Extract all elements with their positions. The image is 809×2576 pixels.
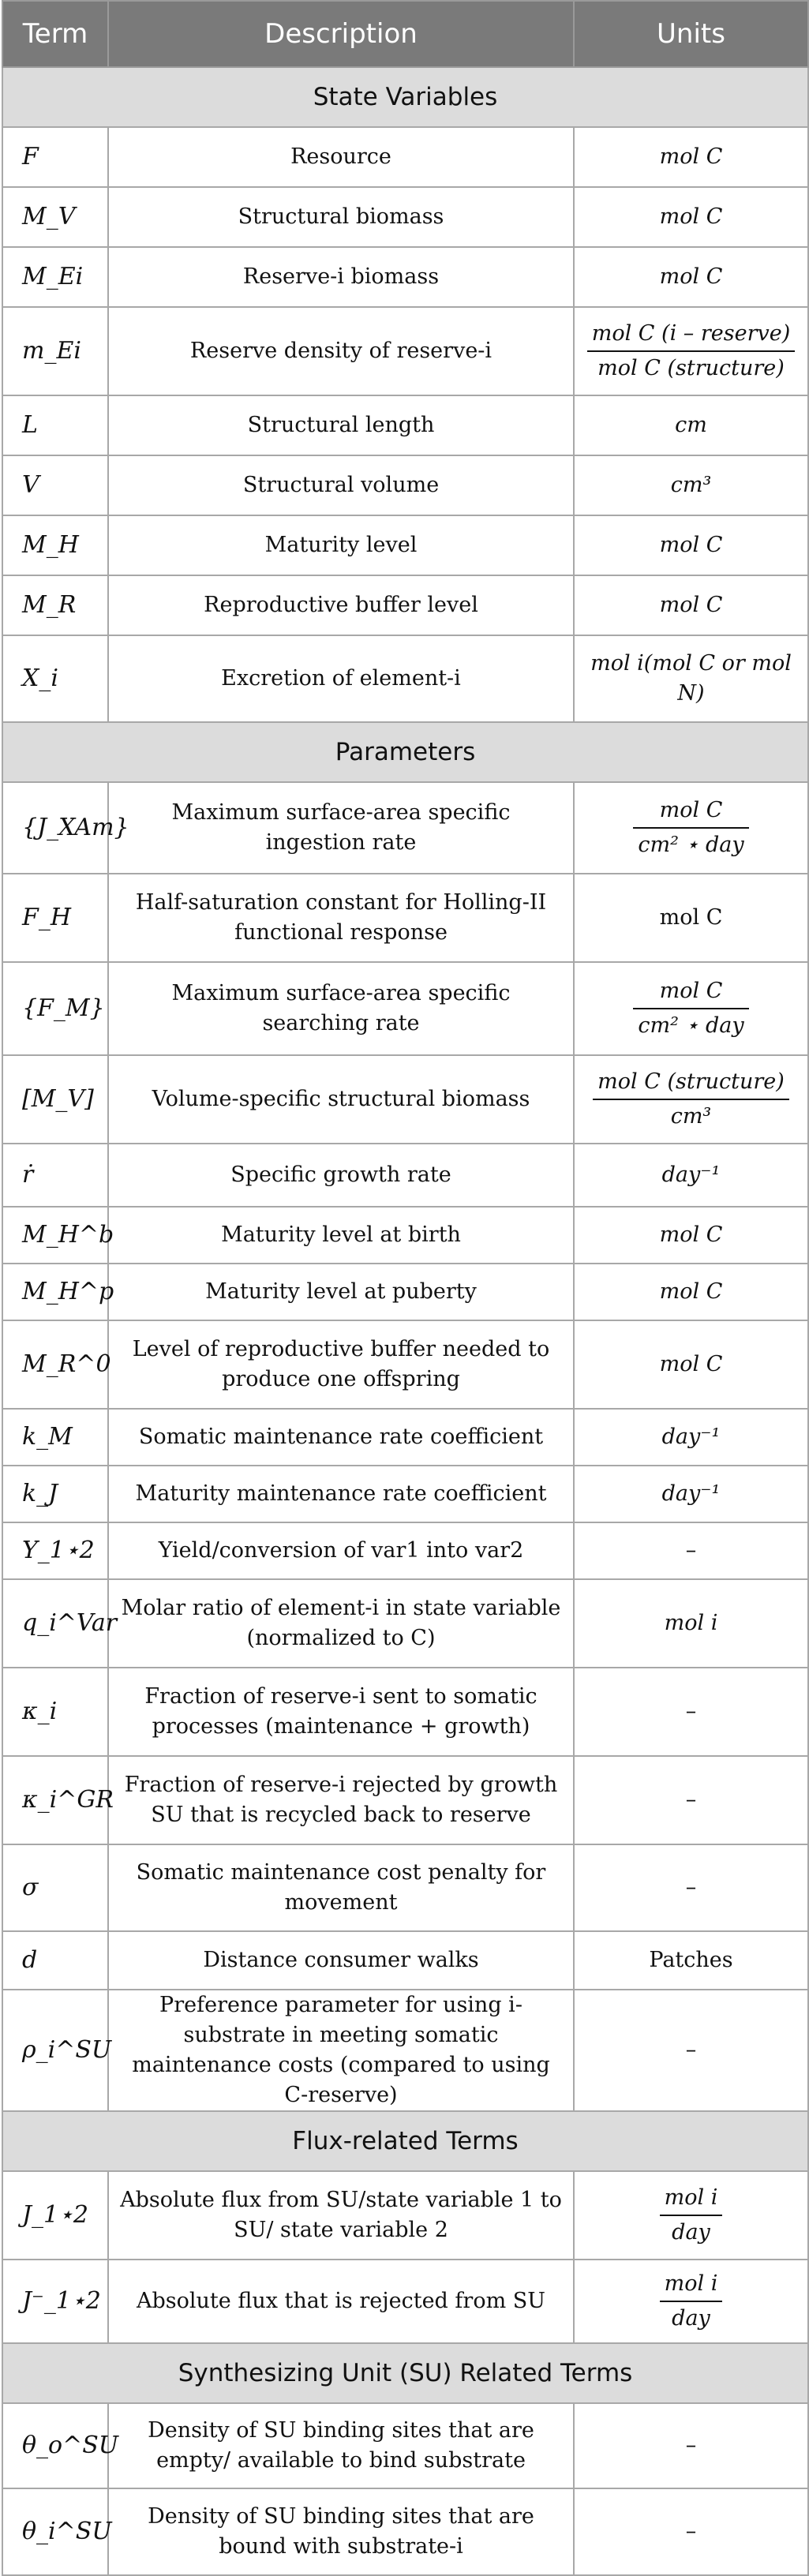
table-row [2, 1756, 808, 1844]
units-cell [574, 307, 808, 395]
table-row [2, 187, 808, 247]
term-cell: J⁻_1⋆2 [2, 2260, 108, 2343]
term-cell: F_H [2, 874, 108, 962]
section-row [2, 2111, 808, 2171]
table-row [2, 1207, 808, 1264]
table-row [2, 1844, 808, 1931]
unit-denominator: day [672, 2220, 710, 2245]
section-title: Flux-related Terms [2, 2111, 808, 2171]
unit-numerator: mol C (structure) [593, 1067, 789, 1100]
units-cell: – [574, 1756, 808, 1844]
units-cell: day⁻¹ [574, 1409, 808, 1466]
term-cell: M_H^p [2, 1264, 108, 1320]
term-cell: V [2, 455, 108, 515]
description-cell: Absolute flux from SU/state variable 1 to SU/ state variable 2 [108, 2171, 574, 2260]
units-cell: cm [574, 395, 808, 455]
units-cell: mol C [574, 1264, 808, 1320]
description-cell: Yield/conversion of var1 into var2 [108, 1522, 574, 1579]
section-row [2, 722, 808, 782]
units-cell [574, 782, 808, 874]
description-cell: Fraction of reserve-i sent to somatic processes (maintenance + growth) [108, 1668, 574, 1756]
table-row [2, 782, 808, 874]
term-cell: M_R [2, 575, 108, 635]
units-cell: day⁻¹ [574, 1144, 808, 1207]
table-row [2, 1522, 808, 1579]
description-cell: Specific growth rate [108, 1144, 574, 1207]
table-row [2, 1931, 808, 1990]
term-cell: M_H [2, 515, 108, 575]
term-cell: X_i [2, 635, 108, 722]
term-cell: q_i^Var [2, 1579, 108, 1668]
units-cell: mol C [574, 874, 808, 962]
units-cell: mol C [574, 187, 808, 247]
table-row [2, 2171, 808, 2260]
table-row [2, 127, 808, 187]
table-row [2, 874, 808, 962]
table-row [2, 1579, 808, 1668]
term-cell: θ_i^SU [2, 2488, 108, 2575]
description-cell: Fraction of reserve-i rejected by growth SU that is recycled back to reserve [108, 1756, 574, 1844]
term-cell: M_R^0 [2, 1320, 108, 1409]
description-cell: Level of reproductive buffer needed to produce one offspring [108, 1320, 574, 1409]
table-body [2, 67, 808, 2575]
description-cell: Molar ratio of element-i in state variable (normalized to C) [108, 1579, 574, 1668]
section-title: Parameters [2, 722, 808, 782]
unit-numerator: mol i [660, 2269, 723, 2302]
section-title: Synthesizing Unit (SU) Related Terms [2, 2343, 808, 2403]
table-row [2, 515, 808, 575]
term-cell: F [2, 127, 108, 187]
table-row [2, 1409, 808, 1466]
description-cell: Density of SU binding sites that are bound with substrate-i [108, 2488, 574, 2575]
header-row [2, 1, 808, 67]
term-cell: [M_V] [2, 1055, 108, 1144]
term-cell: κ_i^GR [2, 1756, 108, 1844]
unit-denominator: cm² ⋆ day [638, 1013, 744, 1038]
units-cell [574, 2171, 808, 2260]
unit-fraction [593, 1067, 789, 1132]
units-cell: mol C [574, 127, 808, 187]
description-cell: Density of SU binding sites that are empty/ available to bind substrate [108, 2403, 574, 2488]
term-cell: k_M [2, 1409, 108, 1466]
header-description: Description [108, 1, 574, 67]
table-row [2, 1990, 808, 2111]
description-cell: Maturity maintenance rate coefficient [108, 1466, 574, 1522]
description-cell: Half-saturation constant for Holling-II functional response [108, 874, 574, 962]
units-cell [574, 1055, 808, 1144]
header-units: Units [574, 1, 808, 67]
section-title: State Variables [2, 67, 808, 127]
unit-denominator: mol C (structure) [597, 356, 785, 380]
units-cell: – [574, 2403, 808, 2488]
units-cell: mol i(mol C or mol N) [574, 635, 808, 722]
table-row [2, 2260, 808, 2343]
units-cell: mol i [574, 1579, 808, 1668]
description-cell: Maximum surface-area specific searching rate [108, 962, 574, 1055]
description-cell: Structural biomass [108, 187, 574, 247]
terms-table [2, 0, 809, 2576]
table-row [2, 1055, 808, 1144]
table-row [2, 635, 808, 722]
units-cell: mol C [574, 1320, 808, 1409]
description-cell: Maturity level at birth [108, 1207, 574, 1264]
term-cell: {J_XAm} [2, 782, 108, 874]
unit-fraction [660, 2183, 723, 2248]
unit-denominator: cm² ⋆ day [638, 833, 744, 857]
term-cell: {F_M} [2, 962, 108, 1055]
description-cell: Reserve density of reserve-i [108, 307, 574, 395]
description-cell: Absolute flux that is rejected from SU [108, 2260, 574, 2343]
description-cell: Maturity level [108, 515, 574, 575]
description-cell: Preference parameter for using i-substrate in meeting somatic maintenance costs (compared to using C-reserve) [108, 1990, 574, 2111]
description-cell: Volume-specific structural biomass [108, 1055, 574, 1144]
description-cell: Reserve-i biomass [108, 247, 574, 307]
table-row [2, 962, 808, 1055]
header-term: Term [2, 1, 108, 67]
table-row [2, 307, 808, 395]
table-row [2, 1144, 808, 1207]
unit-numerator: mol i [660, 2183, 723, 2216]
table-row [2, 395, 808, 455]
term-cell: M_H^b [2, 1207, 108, 1264]
table-row [2, 1264, 808, 1320]
units-cell: – [574, 1990, 808, 2111]
term-cell: J_1⋆2 [2, 2171, 108, 2260]
units-cell: Patches [574, 1931, 808, 1990]
table-row [2, 1320, 808, 1409]
unit-numerator: mol C [633, 976, 748, 1009]
table-row [2, 2403, 808, 2488]
table-row [2, 247, 808, 307]
description-cell: Excretion of element-i [108, 635, 574, 722]
description-cell: Structural length [108, 395, 574, 455]
description-cell: Somatic maintenance rate coefficient [108, 1409, 574, 1466]
table-row [2, 455, 808, 515]
unit-denominator: cm³ [670, 1104, 712, 1129]
units-cell: – [574, 1522, 808, 1579]
term-cell: L [2, 395, 108, 455]
description-cell: Reproductive buffer level [108, 575, 574, 635]
units-cell: mol C [574, 1207, 808, 1264]
description-cell: Structural volume [108, 455, 574, 515]
term-cell: κ_i [2, 1668, 108, 1756]
section-row [2, 2343, 808, 2403]
unit-fraction [633, 976, 748, 1041]
term-cell: ṙ [2, 1144, 108, 1207]
term-cell: M_V [2, 187, 108, 247]
description-cell: Resource [108, 127, 574, 187]
units-cell: – [574, 1844, 808, 1931]
unit-numerator: mol C [633, 796, 748, 829]
units-cell: mol C [574, 575, 808, 635]
unit-fraction [587, 319, 796, 384]
units-cell: mol C [574, 515, 808, 575]
unit-fraction [660, 2269, 723, 2334]
units-cell [574, 962, 808, 1055]
term-cell: σ [2, 1844, 108, 1931]
term-cell: k_J [2, 1466, 108, 1522]
table-row [2, 2488, 808, 2575]
term-cell: Y_1⋆2 [2, 1522, 108, 1579]
description-cell: Maturity level at puberty [108, 1264, 574, 1320]
description-cell: Distance consumer walks [108, 1931, 574, 1990]
term-cell: d [2, 1931, 108, 1990]
units-cell: cm³ [574, 455, 808, 515]
units-cell: – [574, 1668, 808, 1756]
units-cell: day⁻¹ [574, 1466, 808, 1522]
table-row [2, 1668, 808, 1756]
description-cell: Maximum surface-area specific ingestion rate [108, 782, 574, 874]
term-cell: m_Ei [2, 307, 108, 395]
term-cell: ρ_i^SU [2, 1990, 108, 2111]
term-cell: θ_o^SU [2, 2403, 108, 2488]
section-row [2, 67, 808, 127]
units-cell [574, 2260, 808, 2343]
unit-fraction [633, 796, 748, 860]
table-row [2, 1466, 808, 1522]
unit-denominator: day [672, 2306, 710, 2331]
units-cell: mol C [574, 247, 808, 307]
term-cell: M_Ei [2, 247, 108, 307]
units-cell: – [574, 2488, 808, 2575]
table-row [2, 575, 808, 635]
unit-numerator: mol C (i – reserve) [587, 319, 796, 352]
description-cell: Somatic maintenance cost penalty for movement [108, 1844, 574, 1931]
